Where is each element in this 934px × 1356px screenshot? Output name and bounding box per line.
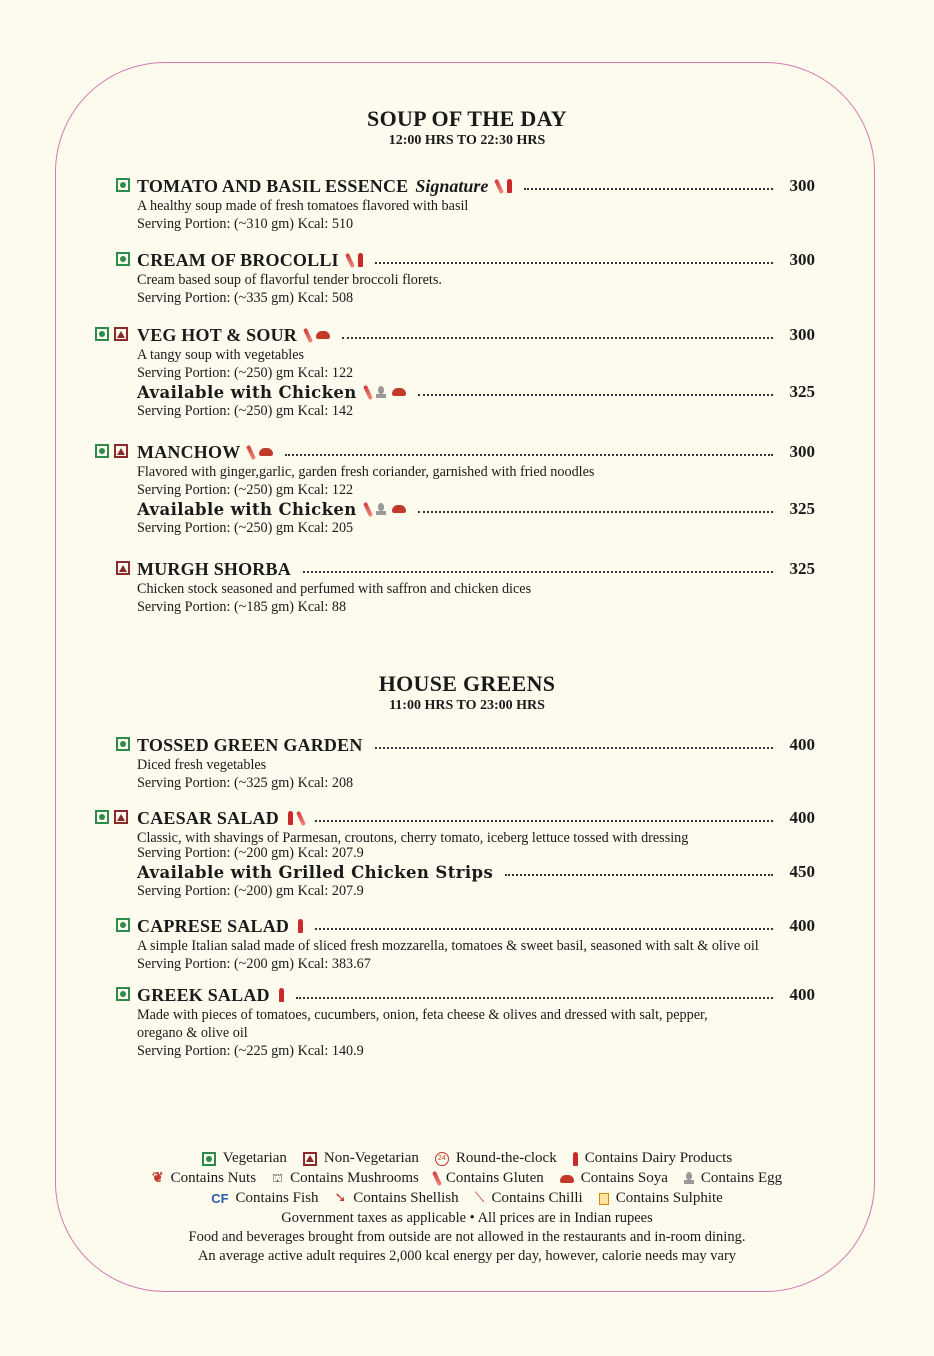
legend-entry [211, 1190, 318, 1207]
diet-badges [116, 561, 130, 575]
mushroom-icon: ⛫ [272, 1170, 284, 1185]
gluten-icon [296, 810, 306, 825]
gluten-icon [363, 384, 373, 399]
soya-icon [259, 448, 273, 456]
legend-label: Contains Soya [580, 1170, 668, 1186]
variant-portion: Serving Portion: (~250) gm Kcal: 205 [137, 520, 354, 536]
soya-icon [560, 1175, 574, 1183]
allergen-icons [366, 502, 406, 517]
veg-icon [116, 918, 130, 932]
legend-entry [684, 1170, 782, 1187]
fish-icon: CF [211, 1191, 229, 1206]
veg-icon [116, 987, 130, 1001]
item-name: VEG HOT & SOUR [137, 324, 297, 345]
nonveg-icon [116, 561, 130, 575]
item-name: MANCHOW [137, 441, 241, 462]
footer-taxes: Government taxes as applicable • All prices are in Indian rupees [281, 1210, 653, 1226]
legend-label: Contains Mushrooms [290, 1170, 419, 1186]
gluten-icon [494, 178, 504, 193]
item-name: CREAM OF BROCOLLI [137, 249, 339, 270]
item-price: 325 [789, 559, 815, 578]
item-description: A simple Italian salad made of sliced fresh mozzarella, tomatoes & sweet basil, seasoned with salt & olive oil [137, 938, 759, 954]
gluten-icon [363, 501, 373, 516]
sulphite-icon [599, 1193, 609, 1205]
allergen-icons [306, 328, 330, 343]
dot-leader [505, 874, 773, 876]
legend-entry [435, 1170, 544, 1187]
legend-label: Contains Nuts [170, 1170, 257, 1186]
legend-entry [475, 1190, 583, 1207]
diet-badges [95, 327, 128, 341]
allergen-icons [279, 988, 284, 1002]
variant-price: 450 [789, 862, 815, 881]
soya-icon [316, 331, 330, 339]
item-portion: Serving Portion: (~310 gm) Kcal: 510 [137, 216, 354, 232]
legend-row [0, 1190, 934, 1207]
item-description: Made with pieces of tomatoes, cucumbers, onion, feta cheese & olives and dressed with salt, pepper, [137, 1007, 708, 1023]
item-price: 400 [789, 916, 815, 935]
legend-entry [303, 1150, 419, 1167]
legend-entry [152, 1170, 256, 1187]
item-name: MURGH SHORBA [137, 558, 291, 579]
allergen-icons [288, 811, 303, 826]
shellfish-icon: ➘ [334, 1191, 347, 1206]
legend-label: Contains Dairy Products [584, 1150, 733, 1166]
variant-portion: Serving Portion: (~200) gm Kcal: 207.9 [137, 883, 364, 899]
item-portion: Serving Portion: (~185 gm) Kcal: 88 [137, 599, 347, 615]
signature-label: Signature [415, 175, 489, 196]
dot-leader [342, 337, 773, 339]
item-portion: Serving Portion: (~250) gm Kcal: 122 [137, 365, 354, 381]
allergen-icons [348, 253, 363, 268]
legend-label: Contains Chilli [491, 1190, 583, 1206]
legend-entry [272, 1170, 419, 1187]
item-description: A tangy soup with vegetables [137, 347, 305, 363]
item-name: GREEK SALAD [137, 984, 270, 1005]
item-name: CAPRESE SALAD [137, 915, 290, 936]
allergen-icons [366, 385, 406, 400]
veg-icon [202, 1152, 216, 1166]
item-portion: Serving Portion: (~200 gm) Kcal: 383.67 [137, 956, 371, 972]
nuts-icon: ❦ [151, 1171, 164, 1186]
dairy-icon [288, 811, 293, 825]
section-title-greens: HOUSE GREENS [378, 671, 556, 696]
legend-label: Round-the-clock [455, 1150, 557, 1166]
legend-row [0, 1150, 934, 1167]
legend-label: Vegetarian [222, 1150, 287, 1166]
dairy-icon [279, 988, 284, 1002]
item-price: 400 [789, 808, 815, 827]
legend-entry [202, 1150, 287, 1167]
veg-icon [116, 178, 130, 192]
item-price: 400 [789, 735, 815, 754]
legend-label: Contains Sulphite [615, 1190, 723, 1206]
variant-portion: Serving Portion: (~250) gm Kcal: 142 [137, 403, 354, 419]
soya-icon [392, 388, 406, 396]
variant-name: Available with Chicken [137, 382, 357, 402]
dot-leader [303, 571, 773, 573]
gluten-icon [303, 327, 313, 342]
veg-icon [95, 327, 109, 341]
item-description-cont: oregano & olive oil [137, 1025, 248, 1041]
item-name: CAESAR SALAD [137, 807, 279, 828]
veg-icon [95, 810, 109, 824]
egg-icon [376, 503, 386, 516]
legend-entry [435, 1150, 557, 1167]
item-price: 300 [789, 442, 815, 461]
dot-leader [375, 262, 773, 264]
dot-leader [315, 928, 773, 930]
soya-icon [392, 505, 406, 513]
allergen-icons [298, 919, 303, 933]
diet-badges [95, 444, 128, 458]
dot-leader [285, 454, 773, 456]
footer-calorie-note: An average active adult requires 2,000 kcal energy per day, however, calorie needs may vary [197, 1248, 737, 1264]
legend-entry [599, 1190, 723, 1207]
allergen-icons [497, 179, 512, 194]
gluten-icon [246, 444, 256, 459]
dairy-icon [507, 179, 512, 193]
legend-entry [573, 1150, 733, 1167]
nonveg-icon [114, 810, 128, 824]
legend-label: Non-Vegetarian [323, 1150, 419, 1166]
nonveg-icon [303, 1152, 317, 1166]
legend-label: Contains Egg [700, 1170, 783, 1186]
clock-icon: 24 [435, 1152, 449, 1166]
nonveg-icon [114, 327, 128, 341]
diet-badges [116, 987, 130, 1001]
item-portion: Serving Portion: (~335 gm) Kcal: 508 [137, 290, 354, 306]
legend-row [0, 1170, 934, 1187]
diet-badges [95, 810, 128, 824]
item-description: A healthy soup made of fresh tomatoes flavored with basil [137, 198, 469, 214]
item-price: 400 [789, 985, 815, 1004]
diet-badges [116, 252, 130, 266]
item-portion: Serving Portion: (~225 gm) Kcal: 140.9 [137, 1043, 364, 1059]
item-portion: Serving Portion: (~325 gm) Kcal: 208 [137, 775, 354, 791]
gluten-icon [345, 252, 355, 267]
dot-leader [524, 188, 773, 190]
allergen-icons [249, 445, 273, 460]
item-name: TOSSED GREEN GARDEN [137, 734, 363, 755]
legend-entry [560, 1170, 668, 1187]
item-portion: Serving Portion: (~250) gm Kcal: 122 [137, 482, 354, 498]
egg-icon [684, 1172, 694, 1185]
legend-label: Contains Gluten [445, 1170, 544, 1186]
dot-leader [375, 747, 773, 749]
chilli-icon: ⟍ [474, 1190, 485, 1206]
item-description: Chicken stock seasoned and perfumed with saffron and chicken dices [137, 581, 532, 597]
item-name: TOMATO AND BASIL ESSENCE [137, 175, 409, 196]
veg-icon [116, 252, 130, 266]
item-price: 300 [789, 325, 815, 344]
variant-price: 325 [789, 382, 815, 401]
variant-price: 325 [789, 499, 815, 518]
legend-label: Contains Shellish [353, 1190, 459, 1206]
gluten-icon [432, 1171, 442, 1186]
item-portion: Serving Portion: (~200 gm) Kcal: 207.9 [137, 845, 364, 861]
diet-badges [116, 178, 130, 192]
diet-badges [116, 737, 130, 751]
section-title-soup: SOUP OF THE DAY [367, 106, 567, 131]
item-description: Diced fresh vegetables [137, 757, 267, 773]
dot-leader [296, 997, 773, 999]
item-price: 300 [789, 176, 815, 195]
dairy-icon [298, 919, 303, 933]
item-description: Classic, with shavings of Parmesan, croutons, cherry tomato, iceberg lettuce tossed with dressing [137, 830, 689, 846]
legend-entry [334, 1190, 458, 1207]
dairy-icon [358, 253, 363, 267]
dairy-icon [573, 1152, 578, 1166]
item-price: 300 [789, 250, 815, 269]
section-hours-greens: 11:00 HRS TO 23:00 HRS [389, 698, 545, 713]
legend-label: Contains Fish [235, 1190, 319, 1206]
item-description: Cream based soup of flavorful tender broccoli florets. [137, 272, 442, 288]
dot-leader [315, 820, 773, 822]
variant-name: Available with Chicken [137, 499, 357, 519]
veg-icon [95, 444, 109, 458]
dot-leader [418, 394, 773, 396]
nonveg-icon [114, 444, 128, 458]
egg-icon [376, 386, 386, 399]
diet-badges [116, 918, 130, 932]
item-description: Flavored with ginger,garlic, garden fresh coriander, garnished with fried noodles [137, 464, 595, 480]
section-hours-soup: 12:00 HRS TO 22:30 HRS [388, 133, 546, 148]
footer-outside-food: Food and beverages brought from outside are not allowed in the restaurants and in-room dining. [188, 1229, 746, 1245]
veg-icon [116, 737, 130, 751]
variant-name: Available with Grilled Chicken Strips [137, 862, 494, 882]
dot-leader [418, 511, 773, 513]
